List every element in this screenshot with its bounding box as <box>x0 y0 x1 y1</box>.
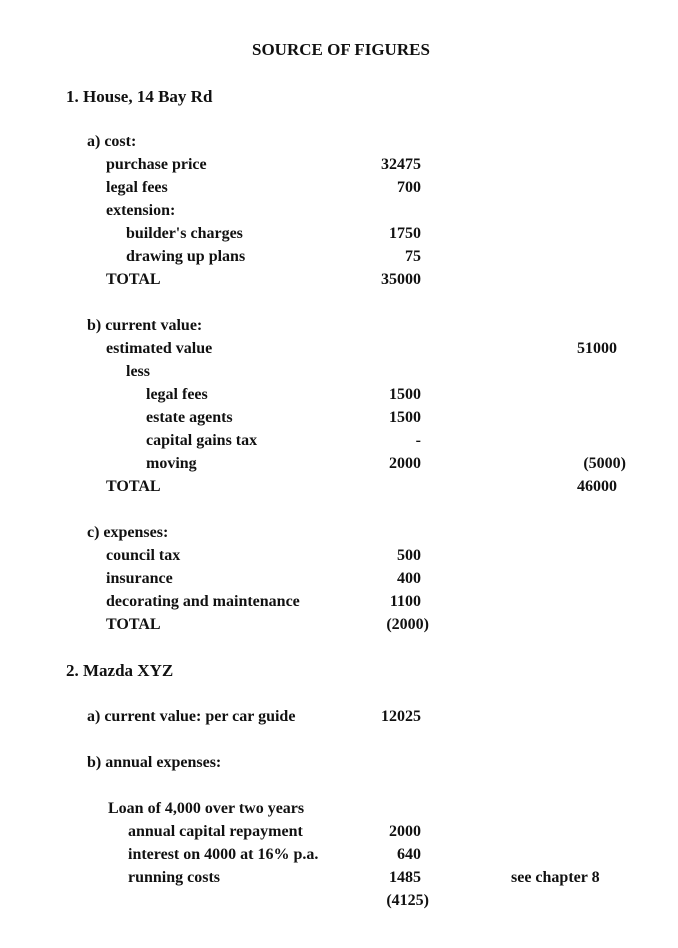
estate-agents-value: 1500 <box>389 409 421 426</box>
estimated-value-label: estimated value <box>106 340 213 357</box>
car-current-value-label: a) current value: per car guide <box>87 708 296 725</box>
drawing-up-plans-label: drawing up plans <box>126 248 246 265</box>
drawing-up-plans-value: 75 <box>405 248 421 265</box>
capital-repayment-label: annual capital repayment <box>128 823 303 840</box>
estimated-value-value: 51000 <box>577 340 617 357</box>
loan-label: Loan of 4,000 over two years <box>108 800 305 817</box>
deductions-subtotal-value: (5000) <box>583 455 626 472</box>
insurance-value: 400 <box>397 570 421 587</box>
sale-legal-fees-value: 1500 <box>389 386 421 403</box>
capital-gains-tax-label: capital gains tax <box>146 432 258 449</box>
subsection-expenses-label: c) expenses: <box>87 524 169 541</box>
moving-value: 2000 <box>389 455 421 472</box>
car-current-value-value: 12025 <box>381 708 421 725</box>
less-label: less <box>126 363 150 380</box>
capital-gains-tax-value: - <box>415 432 421 449</box>
decorating-label: decorating and maintenance <box>106 593 300 610</box>
purchase-price-value: 32475 <box>381 156 421 173</box>
decorating-value: 1100 <box>389 593 421 610</box>
estate-agents-label: estate agents <box>146 409 233 426</box>
interest-label: interest on 4000 at 16% p.a. <box>128 846 319 863</box>
expenses-total-label: TOTAL <box>106 616 161 633</box>
legal-fees-value: 700 <box>397 179 421 196</box>
moving-label: moving <box>146 455 197 472</box>
cost-total-value: 35000 <box>381 271 421 288</box>
interest-value: 640 <box>397 846 421 863</box>
council-tax-value: 500 <box>397 547 421 564</box>
section-heading-car: 2. Mazda XYZ <box>66 661 174 680</box>
chapter-reference-note: see chapter 8 <box>511 869 600 886</box>
builders-charges-label: builder's charges <box>126 225 243 242</box>
expenses-total-value: (2000) <box>386 616 429 633</box>
page-title: SOURCE OF FIGURES <box>252 40 430 59</box>
current-value-total-value: 46000 <box>577 478 617 495</box>
council-tax-label: council tax <box>106 547 181 564</box>
builders-charges-value: 1750 <box>389 225 421 242</box>
cost-total-label: TOTAL <box>106 271 161 288</box>
annual-expenses-total-value: (4125) <box>386 892 429 909</box>
running-costs-label: running costs <box>128 869 221 886</box>
insurance-label: insurance <box>106 570 173 587</box>
subsection-annual-expenses-label: b) annual expenses: <box>87 754 222 771</box>
legal-fees-label: legal fees <box>106 179 168 196</box>
current-value-total-label: TOTAL <box>106 478 161 495</box>
sale-legal-fees-label: legal fees <box>146 386 208 403</box>
running-costs-value: 1485 <box>389 869 421 886</box>
section-heading-house: 1. House, 14 Bay Rd <box>66 87 213 106</box>
extension-label: extension: <box>106 202 176 219</box>
subsection-current-value-label: b) current value: <box>87 317 203 334</box>
purchase-price-label: purchase price <box>106 156 207 173</box>
capital-repayment-value: 2000 <box>389 823 421 840</box>
subsection-cost-label: a) cost: <box>87 133 137 150</box>
